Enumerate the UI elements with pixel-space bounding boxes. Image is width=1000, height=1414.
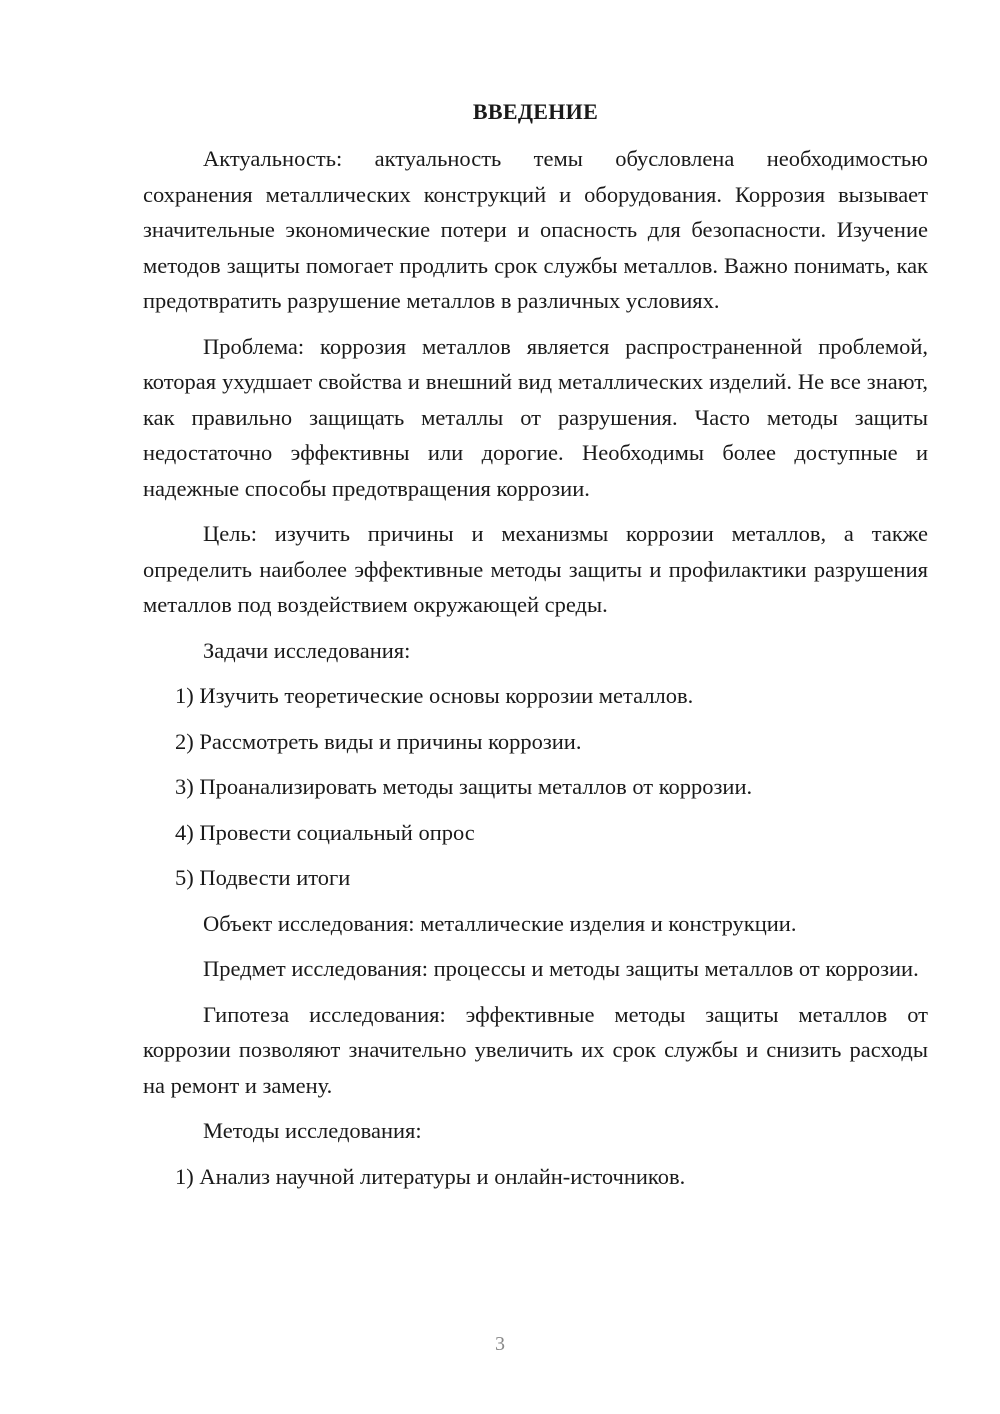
problem-paragraph: Проблема: коррозия металлов является распространенной проблемой, которая ухудшает свойства и внешний вид металлических изделий. Не все знают, как правильно защищать металлы от разрушения. Часто методы защиты недостаточно эффективны или дорогие. Необходимы более доступные и надежные способы предотвращения коррозии. (143, 333, 928, 501)
tasks-list (143, 678, 928, 896)
list-item: 1) Изучить теоретические основы коррозии металлов. (175, 683, 694, 708)
list-item: 3) Проанализировать методы защиты металлов от коррозии. (175, 774, 753, 799)
list-item: 4) Провести социальный опрос (175, 819, 475, 845)
list-item: 2) Рассмотреть виды и причины коррозии. (175, 728, 582, 754)
list-item: 5) Подвести итоги (175, 865, 351, 890)
hypothesis-paragraph: Гипотеза исследования: эффективные методы защиты металлов от коррозии позволяют значительно увеличить их срок службы и снизить расходы на ремонт и замену. (143, 1001, 928, 1098)
document-page (143, 94, 928, 1204)
page-number: 3 (495, 1333, 505, 1355)
list-item: 1) Анализ научной литературы и онлайн-источников. (175, 1163, 686, 1189)
goal-paragraph: Цель: изучить причины и механизмы коррозии металлов, а также определить наиболее эффективные методы защиты и профилактики разрушения металлов под воздействием окружающей среды. (143, 521, 928, 617)
relevance-paragraph: Актуальность: актуальность темы обусловлена необходимостью сохранения металлических конструкций и оборудования. Коррозия вызывает значительные экономические потери и опасность для безопасности. Изучение методов защиты помогает продлить срок службы металлов. Важно понимать, как предотвратить разрушение металлов в различных условиях. (143, 146, 928, 313)
methods-heading: Методы исследования: (203, 1118, 422, 1143)
section-title: ВВЕДЕНИЕ (472, 99, 599, 124)
tasks-heading: Задачи исследования: (203, 637, 411, 663)
object-paragraph: Объект исследования: металлические изделия и конструкции. (203, 910, 797, 936)
methods-list (143, 1159, 928, 1195)
subject-paragraph: Предмет исследования: процессы и методы защиты металлов от коррозии. (203, 956, 919, 981)
